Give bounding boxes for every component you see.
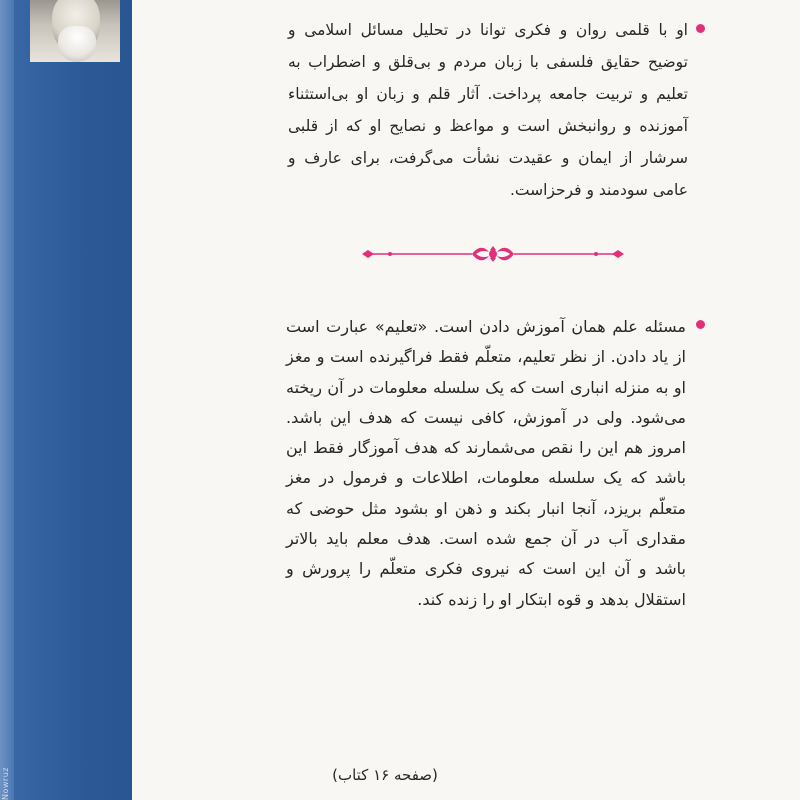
portrait-beard: [58, 26, 96, 62]
ornament-divider: [360, 244, 626, 264]
bullet-dot-1: [696, 24, 705, 33]
author-portrait: [30, 0, 120, 62]
spine-text: Nowruz: [1, 767, 10, 800]
paragraph-author-bio: او با قلمی روان و فکری توانا در تحلیل مسائل اسلامی و توضیح حقایق فلسفی با زبان مردم و بی‌قلق و اضطراب به تعلیم و تربیت جامعه پرداخت. آثار قلم و زبان او بی‌استثناء آموزنده و روانبخش است و مواعظ و نصایح او که از قلبی سرشار از ایمان و عقیدت نشأت می‌گرفت، برای عارف و عامی سودمند و فرحزاست.: [288, 21, 688, 199]
spine-strip: [0, 0, 14, 800]
page-citation: (صفحه ۱۶ کتاب): [332, 766, 438, 784]
blue-cover-band: [0, 0, 132, 800]
bullet-dot-2: [696, 320, 705, 329]
paragraph-teaching-quote: مسئله علم همان آموزش دادن است. «تعلیم» عبارت است از یاد دادن. از نظر تعلیم، متعلّم فقط فراگیرنده است و مغز او به منزله انباری است که یک سلسله معلومات در آن ریخته می‌شود. ولی در آموزش، کافی نیست که هدف این باشد. امروز هم این را نقص می‌شمارند که هدف آموزگار فقط این باشد که یک سلسله معلومات، اطلاعات و فرمول در مغز متعلّم بریزد، آنجا انبار بکند و ذهن او بشود مثل حوضی که مقداری آب در آن جمع شده است. هدف معلم باید بالاتر باشد و آن این است که نیروی فکری متعلّم را پرورش و استقلال بدهد و قوه ابتکار او را زنده کند.: [286, 317, 686, 609]
